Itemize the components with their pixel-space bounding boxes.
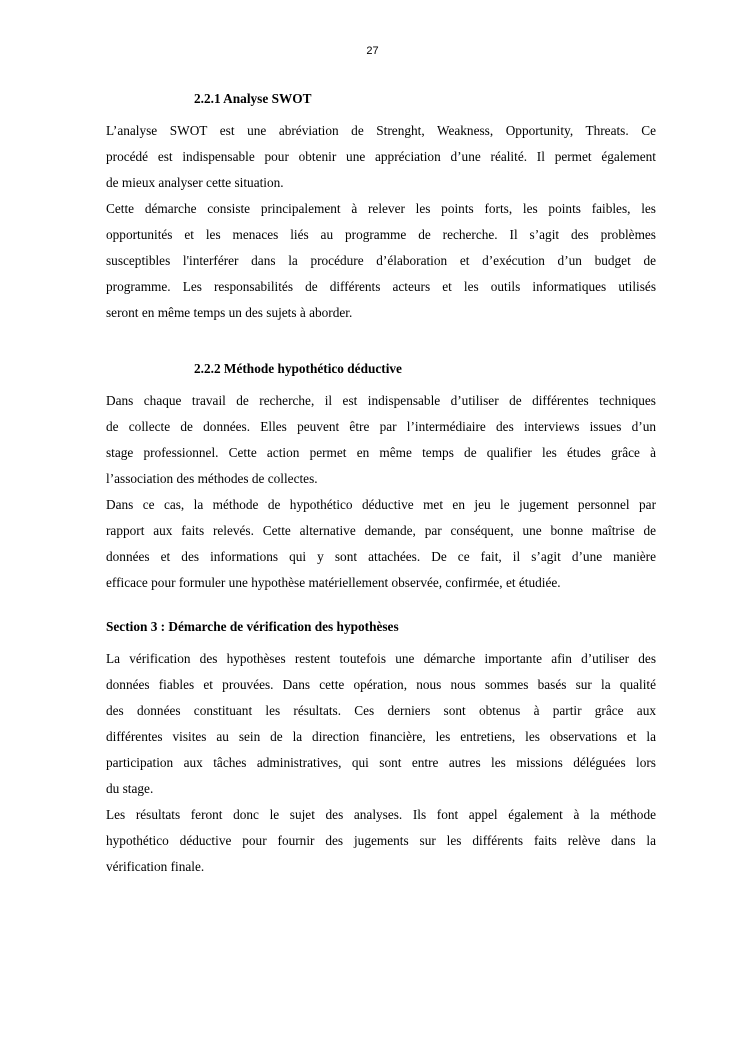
text-line: données et des informations qui y sont attachées. De ce fait, il s’agit d’une manière xyxy=(106,549,656,564)
heading-section-3: Section 3 : Démarche de vérification des hypothèses xyxy=(106,619,399,634)
text-line: données fiables et prouvées. Dans cette opération, nous nous sommes basés sur la qualité xyxy=(106,677,656,692)
text-line: rapport aux faits relevés. Cette alternative demande, par conséquent, une bonne maîtrise de xyxy=(106,523,656,538)
text-line: de mieux analyser cette situation. xyxy=(106,175,284,190)
text-line: de collecte de données. Elles peuvent être par l’intermédiaire des interviews issues d’un xyxy=(106,419,656,434)
text-line: stage professionnel. Cette action permet en même temps de qualifier les études grâce à xyxy=(106,445,656,460)
paragraph-methode-collecte xyxy=(106,388,656,492)
text-line: La vérification des hypothèses restent toutefois une démarche importante afin d’utiliser des xyxy=(106,651,656,666)
text-line: opportunités et les menaces liés au programme de recherche. Il s’agit des problèmes xyxy=(106,227,656,242)
text-line: l’association des méthodes de collectes. xyxy=(106,471,318,486)
text-line: seront en même temps un des sujets à aborder. xyxy=(106,305,353,320)
text-line: vérification finale. xyxy=(106,859,205,874)
paragraph-methode-jugement xyxy=(106,492,656,596)
text-line: L’analyse SWOT est une abréviation de Strenght, Weakness, Opportunity, Threats. Ce xyxy=(106,123,656,138)
paragraph-section3-verification xyxy=(106,646,656,802)
text-line: procédé est indispensable pour obtenir une appréciation d’une réalité. Il permet également xyxy=(106,149,656,164)
heading-analyse-swot: 2.2.1 Analyse SWOT xyxy=(194,91,312,106)
text-line: programme. Les responsabilités de différents acteurs et les outils informatiques utilisés xyxy=(106,279,656,294)
text-line: différentes visites au sein de la direction financière, les entretiens, les observations et la xyxy=(106,729,656,744)
text-line: des données constituant les résultats. Ces derniers sont obtenus à partir grâce aux xyxy=(106,703,656,718)
text-line: Dans ce cas, la méthode de hypothético déductive met en jeu le jugement personnel par xyxy=(106,497,656,512)
text-line: susceptibles l'interférer dans la procédure d’élaboration et d’exécution d’un budget de xyxy=(106,253,656,268)
paragraph-section3-resultats xyxy=(106,802,656,880)
text-line: hypothético déductive pour fournir des jugements sur les différents faits relève dans la xyxy=(106,833,656,848)
page-number: 27 xyxy=(366,45,379,57)
text-line: du stage. xyxy=(106,781,154,796)
heading-methode-hypothetico-deductive: 2.2.2 Méthode hypothético déductive xyxy=(194,361,402,376)
text-line: efficace pour formuler une hypothèse matériellement observée, confirmée, et étudiée. xyxy=(106,575,561,590)
text-line: participation aux tâches administratives, qui sont entre autres les missions déléguées lors xyxy=(106,755,656,770)
text-line: Cette démarche consiste principalement à relever les points forts, les points faibles, les xyxy=(106,201,656,216)
paragraph-swot-demarche xyxy=(106,196,656,326)
text-line: Dans chaque travail de recherche, il est indispensable d’utiliser de différentes techniques xyxy=(106,393,656,408)
paragraph-swot-definition xyxy=(106,118,656,196)
text-line: Les résultats feront donc le sujet des analyses. Ils font appel également à la méthode xyxy=(106,807,656,822)
